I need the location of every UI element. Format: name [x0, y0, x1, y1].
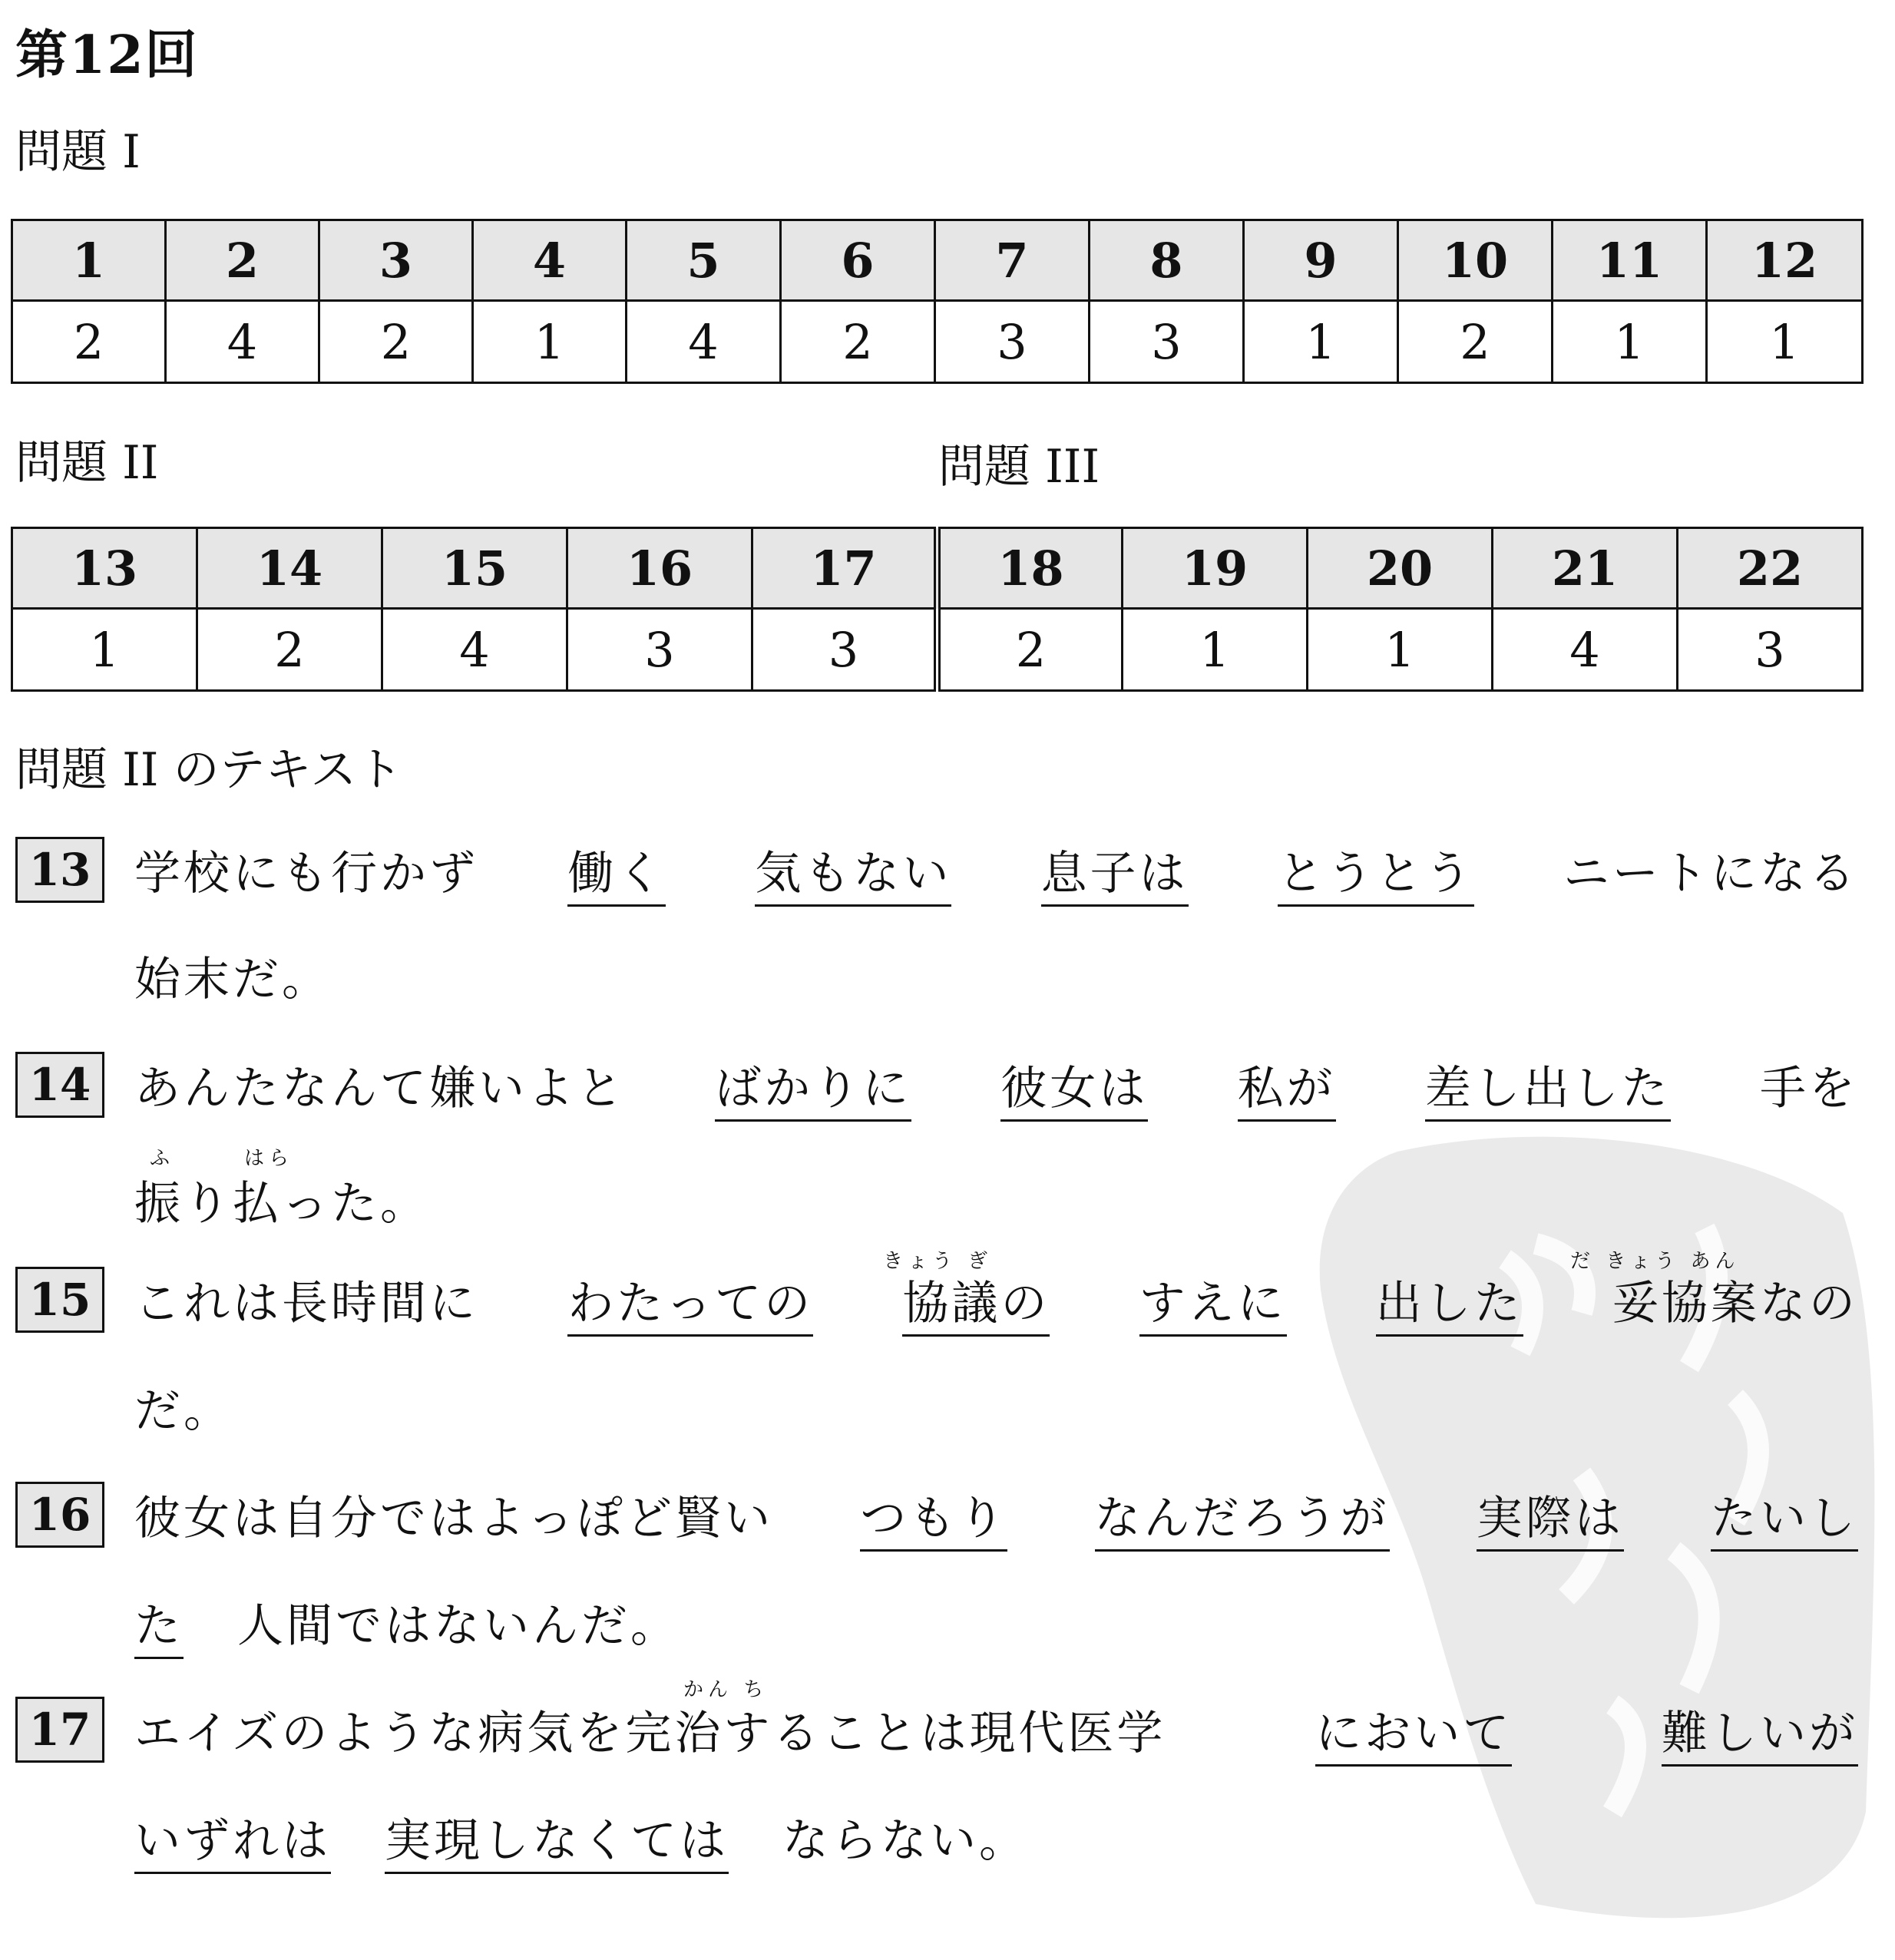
sentence-segment: 始末だ。: [134, 953, 331, 1006]
question-number-box: 14: [15, 1052, 104, 1118]
question-14: [15, 1052, 1858, 1251]
question-line: [134, 1267, 1858, 1337]
answer-cell: 2: [197, 609, 382, 691]
question-13: [15, 837, 1858, 1036]
answer-cell: 3: [752, 609, 938, 691]
sentence-segment: 彼女は自分ではよっぽど賢い: [134, 1492, 773, 1545]
question-number: 20: [1308, 528, 1493, 609]
section-2-3-answer-row: [12, 609, 1863, 691]
sentence-segment: 人間ではないんだ。: [237, 1599, 680, 1653]
question-number: 4: [473, 220, 627, 301]
choice-segment: つもり: [860, 1482, 1007, 1552]
answer-cell: 3: [1090, 301, 1244, 383]
question-16: [15, 1482, 1858, 1681]
section-2-3-table: [11, 527, 1864, 692]
question-number: 17: [752, 528, 938, 609]
question-number: 1: [12, 220, 166, 301]
question-line: [134, 1167, 429, 1233]
question-line: [134, 1804, 1028, 1874]
choice-segment: 彼女は: [1000, 1052, 1148, 1122]
section-2-label: 問題 II: [15, 436, 159, 490]
answer-cell: 2: [319, 301, 473, 383]
question-number-box: 15: [15, 1267, 104, 1333]
question-number: 13: [12, 528, 197, 609]
choice-segment: わたっての: [567, 1267, 813, 1337]
choice-segment: 私が: [1238, 1052, 1336, 1122]
question-17: [15, 1678, 1858, 1896]
question-line: [134, 1697, 1858, 1767]
question-number: 12: [1707, 220, 1863, 301]
question-number: 11: [1553, 220, 1707, 301]
answer-cell: 1: [473, 301, 627, 383]
question-number-box: 17: [15, 1697, 104, 1763]
answer-cell: 3: [935, 301, 1090, 383]
sentence-segment: ニートになる: [1563, 847, 1858, 901]
section-1-table: [11, 219, 1864, 384]
furigana: かん ち: [683, 1678, 769, 1701]
section-3-label: 問題 III: [938, 440, 1100, 494]
furigana: はら: [244, 1147, 294, 1170]
question-number: 14: [197, 528, 382, 609]
section-1-number-row: [12, 220, 1863, 301]
question-line: [134, 1052, 1858, 1122]
sentence-segment: 学校にも行かず: [134, 847, 478, 901]
furigana: だ きょう あん: [1570, 1250, 1740, 1273]
choice-segment: 実際は: [1477, 1482, 1624, 1552]
choice-segment: 出した: [1376, 1267, 1523, 1337]
page-title: 第12回: [15, 25, 199, 86]
question-line: [134, 1374, 233, 1440]
sentence-segment: これは長時間に: [134, 1277, 478, 1330]
sentence-segment: あんたなんて嫌いよと: [134, 1062, 626, 1116]
question-number-box: 13: [15, 837, 104, 903]
question-number: 5: [627, 220, 781, 301]
choice-segment: すえに: [1139, 1267, 1287, 1337]
question-line: [134, 837, 1858, 907]
sentence-segment: ならない。: [782, 1814, 1028, 1868]
question-number: 19: [1123, 528, 1308, 609]
answer-cell: 3: [1678, 609, 1863, 691]
answer-cell: 4: [382, 609, 567, 691]
answer-cell: 1: [12, 609, 197, 691]
question-number: 9: [1244, 220, 1398, 301]
answer-cell: 1: [1244, 301, 1398, 383]
choice-segment: とうとう: [1278, 837, 1474, 907]
sentence-segment: 妥協案なの: [1612, 1277, 1858, 1330]
question-number: 2: [166, 220, 319, 301]
question-number: 18: [938, 528, 1123, 609]
furigana: ふ: [150, 1147, 175, 1170]
answer-cell: 4: [166, 301, 319, 383]
answer-cell: 2: [1398, 301, 1553, 383]
answer-cell: 4: [1493, 609, 1678, 691]
answer-cell: 2: [938, 609, 1123, 691]
answer-cell: 1: [1123, 609, 1308, 691]
choice-segment: 気もない: [755, 837, 951, 907]
answer-cell: 1: [1553, 301, 1707, 383]
choice-segment: 実現しなくては: [385, 1804, 729, 1874]
question-number: 3: [319, 220, 473, 301]
section-1-label: 問題 I: [15, 125, 141, 179]
choice-segment: たいし: [1711, 1482, 1858, 1552]
sentence-segment: だ。: [134, 1384, 233, 1438]
question-number: 22: [1678, 528, 1863, 609]
question-number: 16: [567, 528, 752, 609]
choice-segment: において: [1315, 1697, 1512, 1767]
choice-segment: 働く: [567, 837, 666, 907]
question-number: 6: [781, 220, 935, 301]
question-15: [15, 1250, 1858, 1466]
question-line: [134, 1589, 680, 1659]
text-heading: 問題 II のテキスト: [15, 743, 403, 797]
choice-segment: 難しいが: [1662, 1697, 1858, 1767]
choice-segment: 息子は: [1041, 837, 1189, 907]
question-number: 15: [382, 528, 567, 609]
answer-cell: 4: [627, 301, 781, 383]
sentence-segment: 振り払った。: [134, 1177, 429, 1231]
question-number: 7: [935, 220, 1090, 301]
section-1-answer-row: [12, 301, 1863, 383]
choice-segment: 協議の: [902, 1267, 1050, 1337]
question-line: [134, 1482, 1858, 1552]
choice-segment: いずれは: [134, 1804, 331, 1874]
section-2-3-number-row: [12, 528, 1863, 609]
answer-cell: 2: [781, 301, 935, 383]
choice-segment: ばかりに: [715, 1052, 911, 1122]
answer-cell: 3: [567, 609, 752, 691]
choice-segment: 差し出した: [1425, 1052, 1671, 1122]
question-number-box: 16: [15, 1482, 104, 1548]
question-number: 21: [1493, 528, 1678, 609]
answer-cell: 1: [1308, 609, 1493, 691]
choice-segment: なんだろうが: [1095, 1482, 1390, 1552]
sentence-segment: 手を: [1759, 1062, 1858, 1116]
answer-cell: 1: [1707, 301, 1863, 383]
sentence-segment: エイズのような病気を完治することは現代医学: [134, 1707, 1166, 1760]
question-number: 10: [1398, 220, 1553, 301]
question-line: [134, 943, 331, 1009]
furigana: きょう ぎ: [883, 1250, 993, 1273]
question-number: 8: [1090, 220, 1244, 301]
choice-segment: た: [134, 1589, 184, 1659]
answer-cell: 2: [12, 301, 166, 383]
